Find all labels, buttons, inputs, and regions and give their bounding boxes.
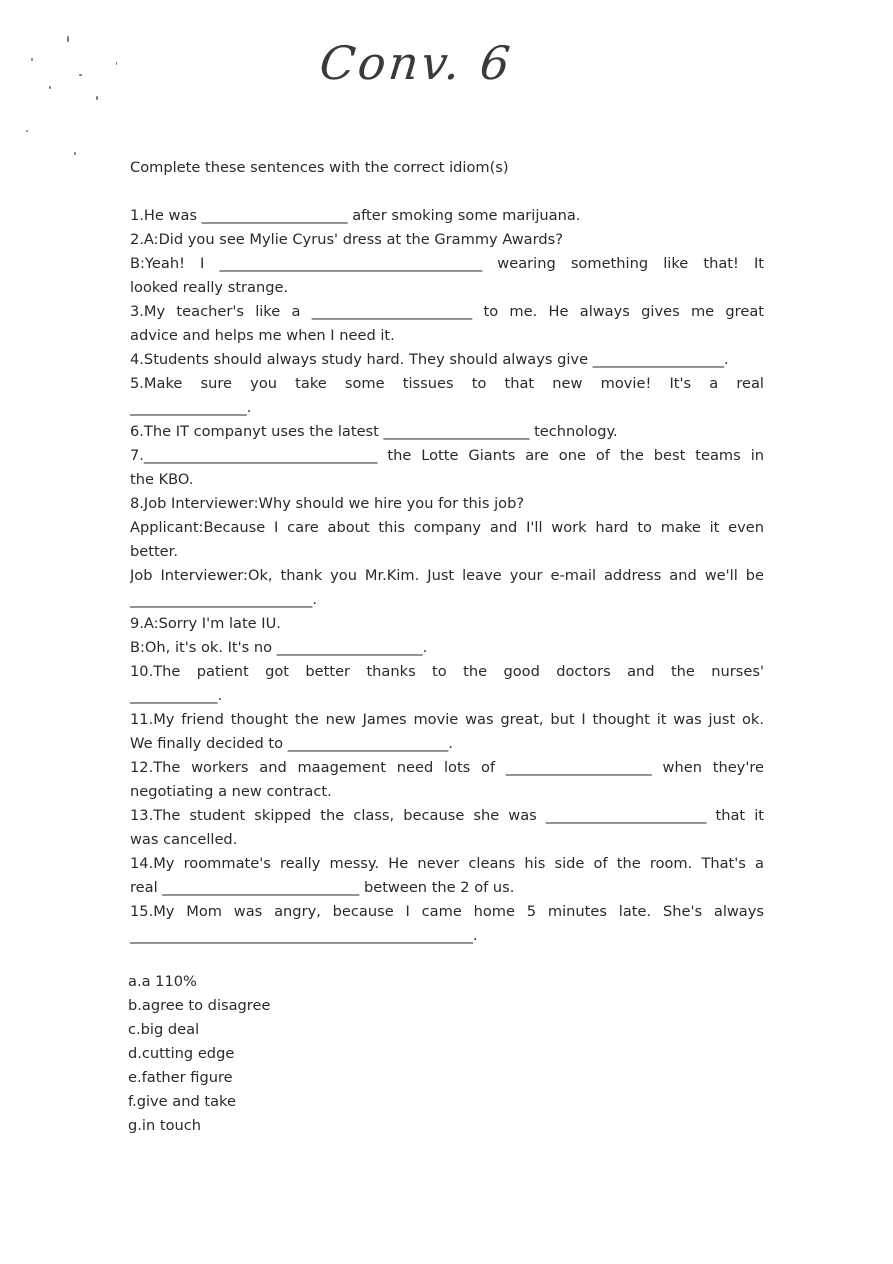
idiom-option: c.big deal <box>128 1021 200 1038</box>
sentence-line: 5.Make sure you take some tissues to that new movie! It's a real <box>130 375 764 392</box>
sentence-line: 6.The IT companyt uses the latest ____________________ technology. <box>130 423 618 440</box>
sentence-line: 14.My roommate's really messy. He never cleans his side of the room. That's a <box>130 855 764 872</box>
sentence-line: _________________________. <box>130 591 318 608</box>
idiom-option: b.agree to disagree <box>128 997 271 1014</box>
idiom-options-list <box>128 970 270 1138</box>
sentence-line: 9.A:Sorry I'm late IU. <box>130 615 281 632</box>
sentence-line: 4.Students should always study hard. They should always give __________________. <box>130 351 729 368</box>
sentence-line: 13.The student skipped the class, because she was ______________________ that it <box>130 807 764 824</box>
sentence-line: ________________. <box>130 399 252 416</box>
sentence-line: Applicant:Because I care about this company and I'll work hard to make it even <box>130 519 764 536</box>
sentence-line: the KBO. <box>130 471 194 488</box>
sentence-line: B:Yeah! I ____________________________________ wearing something like that! It <box>130 255 764 272</box>
sentence-line: We finally decided to ______________________. <box>130 735 453 752</box>
sentence-line: 12.The workers and maagement need lots of ____________________ when they're <box>130 759 764 776</box>
sentence-line: negotiating a new contract. <box>130 783 332 800</box>
idiom-option: g.in touch <box>128 1117 202 1134</box>
sentence-line: was cancelled. <box>130 831 238 848</box>
sentence-line: Job Interviewer:Ok, thank you Mr.Kim. Just leave your e-mail address and we'll be <box>130 567 764 584</box>
sentence-line: 7.________________________________ the Lotte Giants are one of the best teams in <box>130 447 764 464</box>
sentence-line: B:Oh, it's ok. It's no ____________________. <box>130 639 428 656</box>
sentence-line: 1.He was ____________________ after smoking some marijuana. <box>130 207 581 224</box>
sentence-line: 2.A:Did you see Mylie Cyrus' dress at the Grammy Awards? <box>130 231 563 248</box>
sentence-line: 8.Job Interviewer:Why should we hire you for this job? <box>130 495 525 512</box>
idiom-option: f.give and take <box>128 1093 236 1110</box>
sentence-line: real ___________________________ between the 2 of us. <box>130 879 515 896</box>
sentence-line: 15.My Mom was angry, because I came home 5 minutes late. She's always <box>130 903 764 920</box>
idiom-option: e.father figure <box>128 1069 233 1086</box>
sentence-line: ____________. <box>130 687 223 704</box>
sentence-line: advice and helps me when I need it. <box>130 327 395 344</box>
instruction-text: Complete these sentences with the correct idiom(s) <box>130 159 509 176</box>
sentence-line: looked really strange. <box>130 279 289 296</box>
idiom-option: d.cutting edge <box>128 1045 235 1062</box>
exercise-sentences <box>130 204 764 948</box>
sentence-line: 3.My teacher's like a ______________________ to me. He always gives me great <box>130 303 764 320</box>
sentence-line: 10.The patient got better thanks to the good doctors and the nurses' <box>130 663 764 680</box>
sentence-line: 11.My friend thought the new James movie was great, but I thought it was just ok. <box>130 711 764 728</box>
idiom-option: a.a 110% <box>128 973 197 990</box>
handwritten-title: Conv. 6 <box>317 36 516 90</box>
sentence-line: _______________________________________________. <box>130 927 478 944</box>
exercise-content <box>130 156 764 948</box>
sentence-line: better. <box>130 543 178 560</box>
